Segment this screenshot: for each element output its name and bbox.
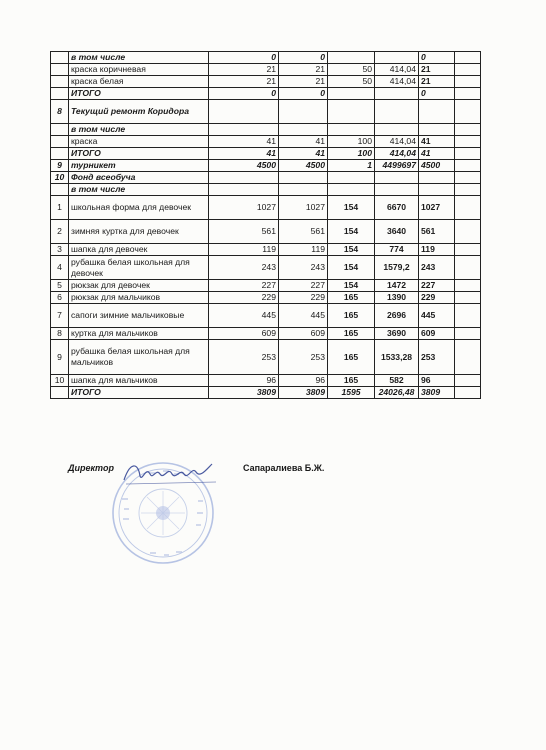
- amount-cell: [375, 124, 419, 136]
- row-number-cell: 8: [51, 328, 69, 340]
- count-cell: 165: [328, 328, 375, 340]
- total-cell: 119: [419, 244, 455, 256]
- total-cell: 609: [419, 328, 455, 340]
- quantity-cell: 0: [209, 52, 279, 64]
- total-cell: 227: [419, 280, 455, 292]
- total-cell: [419, 172, 455, 184]
- quantity-approved-cell: 1027: [279, 196, 328, 220]
- count-cell: 165: [328, 340, 375, 375]
- total-cell: 21: [419, 76, 455, 88]
- item-name-cell: зимняя куртка для девочек: [69, 220, 209, 244]
- empty-cell: [455, 375, 481, 387]
- item-name-cell: рубашка белая школьная для мальчиков: [69, 340, 209, 375]
- quantity-approved-cell: 243: [279, 256, 328, 280]
- empty-cell: [455, 64, 481, 76]
- signature-block: [0, 455, 546, 495]
- quantity-cell: 243: [209, 256, 279, 280]
- empty-cell: [455, 328, 481, 340]
- count-cell: 154: [328, 256, 375, 280]
- amount-cell: [375, 52, 419, 64]
- empty-cell: [455, 172, 481, 184]
- empty-cell: [455, 280, 481, 292]
- amount-cell: 24026,48: [375, 387, 419, 399]
- item-name-cell: Текущий ремонт Коридора: [69, 100, 209, 124]
- quantity-cell: [209, 172, 279, 184]
- item-name-cell: шапка для девочек: [69, 244, 209, 256]
- amount-cell: 1579,2: [375, 256, 419, 280]
- count-cell: 154: [328, 220, 375, 244]
- item-name-cell: в том числе: [69, 124, 209, 136]
- amount-cell: 2696: [375, 304, 419, 328]
- item-name-cell: рубашка белая школьная для девочек: [69, 256, 209, 280]
- total-cell: 41: [419, 148, 455, 160]
- item-name-cell: в том числе: [69, 52, 209, 64]
- quantity-cell: 0: [209, 88, 279, 100]
- table-row: [51, 88, 481, 100]
- quantity-cell: [209, 124, 279, 136]
- row-number-cell: [51, 124, 69, 136]
- quantity-cell: 3809: [209, 387, 279, 399]
- item-name-cell: ИТОГО: [69, 148, 209, 160]
- table-row: [51, 52, 481, 64]
- amount-cell: [375, 184, 419, 196]
- count-cell: 165: [328, 304, 375, 328]
- quantity-approved-cell: 0: [279, 88, 328, 100]
- total-cell: 3809: [419, 387, 455, 399]
- item-name-cell: сапоги зимние мальчиковые: [69, 304, 209, 328]
- total-cell: 0: [419, 52, 455, 64]
- quantity-cell: [209, 184, 279, 196]
- row-number-cell: 2: [51, 220, 69, 244]
- empty-cell: [455, 160, 481, 172]
- quantity-approved-cell: 4500: [279, 160, 328, 172]
- table-row: [51, 375, 481, 387]
- amount-cell: 6670: [375, 196, 419, 220]
- quantity-approved-cell: 21: [279, 64, 328, 76]
- count-cell: 154: [328, 244, 375, 256]
- count-cell: 154: [328, 196, 375, 220]
- row-number-cell: [51, 64, 69, 76]
- empty-cell: [455, 220, 481, 244]
- amount-cell: 582: [375, 375, 419, 387]
- item-name-cell: рюкзак для девочек: [69, 280, 209, 292]
- table-row: [51, 256, 481, 280]
- row-number-cell: 10: [51, 375, 69, 387]
- empty-cell: [455, 340, 481, 375]
- count-cell: 154: [328, 280, 375, 292]
- empty-cell: [455, 184, 481, 196]
- empty-cell: [455, 88, 481, 100]
- quantity-approved-cell: 41: [279, 136, 328, 148]
- empty-cell: [455, 136, 481, 148]
- table-row: [51, 244, 481, 256]
- amount-cell: 1472: [375, 280, 419, 292]
- amount-cell: 3690: [375, 328, 419, 340]
- count-cell: 165: [328, 292, 375, 304]
- table-row: [51, 304, 481, 328]
- empty-cell: [455, 148, 481, 160]
- quantity-approved-cell: [279, 100, 328, 124]
- total-cell: 561: [419, 220, 455, 244]
- count-cell: [328, 100, 375, 124]
- row-number-cell: [51, 88, 69, 100]
- signatory-name: Сапаралиева Б.Ж.: [243, 463, 325, 473]
- empty-cell: [455, 256, 481, 280]
- count-cell: [328, 52, 375, 64]
- total-cell: 0: [419, 88, 455, 100]
- item-name-cell: школьная форма для девочек: [69, 196, 209, 220]
- amount-cell: 414,04: [375, 136, 419, 148]
- item-name-cell: ИТОГО: [69, 88, 209, 100]
- empty-cell: [455, 124, 481, 136]
- quantity-cell: 229: [209, 292, 279, 304]
- item-name-cell: краска коричневая: [69, 64, 209, 76]
- quantity-cell: 21: [209, 76, 279, 88]
- quantity-cell: 253: [209, 340, 279, 375]
- quantity-cell: 119: [209, 244, 279, 256]
- empty-cell: [455, 52, 481, 64]
- row-number-cell: 1: [51, 196, 69, 220]
- total-cell: 4500: [419, 160, 455, 172]
- quantity-approved-cell: 229: [279, 292, 328, 304]
- item-name-cell: рюкзак для мальчиков: [69, 292, 209, 304]
- total-cell: 243: [419, 256, 455, 280]
- row-number-cell: [51, 148, 69, 160]
- quantity-approved-cell: 119: [279, 244, 328, 256]
- item-name-cell: краска: [69, 136, 209, 148]
- table-row: [51, 136, 481, 148]
- amount-cell: 1390: [375, 292, 419, 304]
- quantity-approved-cell: 96: [279, 375, 328, 387]
- item-name-cell: куртка для мальчиков: [69, 328, 209, 340]
- total-cell: 445: [419, 304, 455, 328]
- empty-cell: [455, 100, 481, 124]
- row-number-cell: 3: [51, 244, 69, 256]
- row-number-cell: [51, 76, 69, 88]
- budget-table: [50, 51, 481, 399]
- quantity-approved-cell: 3809: [279, 387, 328, 399]
- row-number-cell: [51, 184, 69, 196]
- handwritten-signature: [120, 452, 220, 492]
- amount-cell: 414,04: [375, 76, 419, 88]
- amount-cell: 4499697: [375, 160, 419, 172]
- count-cell: 165: [328, 375, 375, 387]
- quantity-approved-cell: [279, 124, 328, 136]
- quantity-approved-cell: 609: [279, 328, 328, 340]
- row-number-cell: 9: [51, 340, 69, 375]
- total-cell: 41: [419, 136, 455, 148]
- table-row: [51, 172, 481, 184]
- quantity-cell: 96: [209, 375, 279, 387]
- quantity-approved-cell: 253: [279, 340, 328, 375]
- row-number-cell: [51, 387, 69, 399]
- quantity-approved-cell: 227: [279, 280, 328, 292]
- quantity-cell: 227: [209, 280, 279, 292]
- quantity-cell: 41: [209, 148, 279, 160]
- quantity-cell: 4500: [209, 160, 279, 172]
- empty-cell: [455, 304, 481, 328]
- table-row: [51, 292, 481, 304]
- quantity-approved-cell: [279, 184, 328, 196]
- row-number-cell: [51, 52, 69, 64]
- table-row: [51, 76, 481, 88]
- quantity-approved-cell: 41: [279, 148, 328, 160]
- table-row: [51, 220, 481, 244]
- signatory-role: Директор: [68, 463, 114, 473]
- quantity-cell: 41: [209, 136, 279, 148]
- amount-cell: 414,04: [375, 64, 419, 76]
- quantity-cell: 445: [209, 304, 279, 328]
- amount-cell: 3640: [375, 220, 419, 244]
- amount-cell: 774: [375, 244, 419, 256]
- item-name-cell: турникет: [69, 160, 209, 172]
- empty-cell: [455, 292, 481, 304]
- item-name-cell: краска белая: [69, 76, 209, 88]
- quantity-approved-cell: 445: [279, 304, 328, 328]
- item-name-cell: Фонд всеобуча: [69, 172, 209, 184]
- quantity-approved-cell: 561: [279, 220, 328, 244]
- quantity-cell: 21: [209, 64, 279, 76]
- row-number-cell: 7: [51, 304, 69, 328]
- count-cell: 1: [328, 160, 375, 172]
- amount-cell: [375, 88, 419, 100]
- total-cell: 253: [419, 340, 455, 375]
- row-number-cell: 5: [51, 280, 69, 292]
- table-row: [51, 64, 481, 76]
- count-cell: 50: [328, 76, 375, 88]
- row-number-cell: 10: [51, 172, 69, 184]
- empty-cell: [455, 76, 481, 88]
- amount-cell: [375, 100, 419, 124]
- total-cell: 21: [419, 64, 455, 76]
- quantity-cell: [209, 100, 279, 124]
- item-name-cell: шапка для мальчиков: [69, 375, 209, 387]
- count-cell: 100: [328, 148, 375, 160]
- amount-cell: [375, 172, 419, 184]
- table-row: [51, 148, 481, 160]
- quantity-cell: 1027: [209, 196, 279, 220]
- table-body: [51, 52, 481, 399]
- table-row: [51, 387, 481, 399]
- empty-cell: [455, 387, 481, 399]
- count-cell: [328, 88, 375, 100]
- row-number-cell: 8: [51, 100, 69, 124]
- table-row: [51, 124, 481, 136]
- quantity-approved-cell: 0: [279, 52, 328, 64]
- item-name-cell: в том числе: [69, 184, 209, 196]
- count-cell: [328, 184, 375, 196]
- table-row: [51, 184, 481, 196]
- table-row: [51, 100, 481, 124]
- quantity-approved-cell: [279, 172, 328, 184]
- count-cell: 100: [328, 136, 375, 148]
- empty-cell: [455, 244, 481, 256]
- count-cell: [328, 124, 375, 136]
- total-cell: 1027: [419, 196, 455, 220]
- total-cell: [419, 100, 455, 124]
- row-number-cell: 4: [51, 256, 69, 280]
- amount-cell: 1533,28: [375, 340, 419, 375]
- count-cell: [328, 172, 375, 184]
- total-cell: [419, 184, 455, 196]
- empty-cell: [455, 196, 481, 220]
- count-cell: 50: [328, 64, 375, 76]
- table-row: [51, 160, 481, 172]
- total-cell: [419, 124, 455, 136]
- quantity-approved-cell: 21: [279, 76, 328, 88]
- item-name-cell: ИТОГО: [69, 387, 209, 399]
- quantity-cell: 609: [209, 328, 279, 340]
- row-number-cell: 9: [51, 160, 69, 172]
- table-row: [51, 328, 481, 340]
- row-number-cell: 6: [51, 292, 69, 304]
- row-number-cell: [51, 136, 69, 148]
- table-row: [51, 196, 481, 220]
- amount-cell: 414,04: [375, 148, 419, 160]
- count-cell: 1595: [328, 387, 375, 399]
- table-row: [51, 340, 481, 375]
- quantity-cell: 561: [209, 220, 279, 244]
- total-cell: 96: [419, 375, 455, 387]
- total-cell: 229: [419, 292, 455, 304]
- table-row: [51, 280, 481, 292]
